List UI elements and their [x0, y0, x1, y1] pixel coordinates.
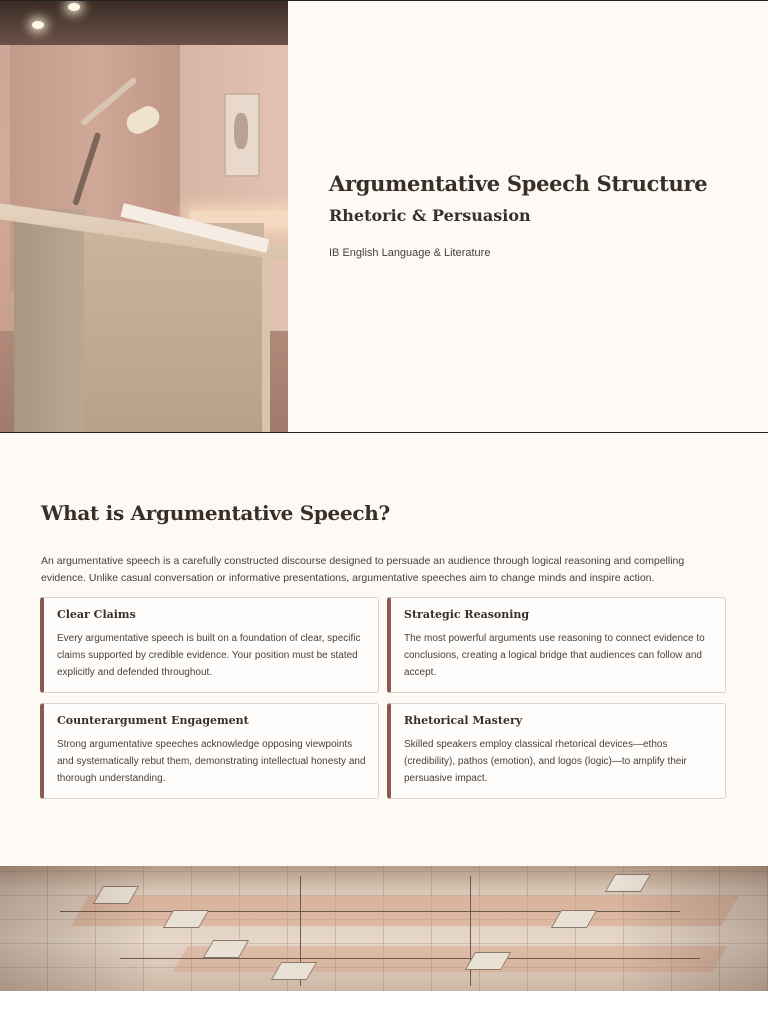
card-clear-claims — [40, 597, 379, 693]
content-slide — [0, 433, 768, 991]
slide-subtitle: Rhetoric & Persuasion — [329, 206, 531, 225]
slide-title: Argumentative Speech Structure — [329, 171, 708, 196]
card-text: Every argumentative speech is built on a foundation of clear, specific claims supported by credible evidence. Your position must be stated explicitly and defended throughout. — [57, 633, 361, 678]
card-strategic-reasoning — [387, 597, 726, 693]
podium-image — [0, 1, 288, 433]
card-title: Rhetorical Mastery — [404, 714, 523, 727]
card-title: Counterargument Engagement — [57, 714, 249, 727]
podium-front — [84, 223, 264, 433]
card-counterargument-engagement — [40, 703, 379, 799]
section-heading: What is Argumentative Speech? — [41, 501, 390, 525]
blueprint-image — [0, 866, 768, 991]
title-slide — [0, 0, 768, 433]
card-title: Clear Claims — [57, 608, 136, 621]
podium-edge — [262, 257, 270, 433]
ceiling-light — [32, 21, 44, 29]
card-rhetorical-mastery — [387, 703, 726, 799]
course-label: IB English Language & Literature — [329, 247, 491, 259]
card-text: Skilled speakers employ classical rhetorical devices—ethos (credibility), pathos (emotion), and logos (logic)—to amplify their persuasive impact. — [404, 739, 687, 784]
intro-paragraph: An argumentative speech is a carefully constructed discourse designed to persuade an audience through logical reasoning and compelling evidence. Unlike casual conversation or informative presentations, argumentative speeches aim to change minds and inspire action. — [41, 555, 685, 584]
wall-art — [224, 93, 260, 177]
card-text: Strong argumentative speeches acknowledge opposing viewpoints and systematically rebut them, demonstrating intellectual honesty and thorough understanding. — [57, 739, 366, 784]
title-block — [329, 171, 749, 259]
card-title: Strategic Reasoning — [404, 608, 530, 621]
podium-side — [14, 209, 86, 433]
card-text: The most powerful arguments use reasoning to connect evidence to conclusions, creating a logical bridge that audiences can follow and accept. — [404, 633, 705, 678]
vignette — [0, 866, 768, 991]
ceiling-light — [68, 3, 80, 11]
